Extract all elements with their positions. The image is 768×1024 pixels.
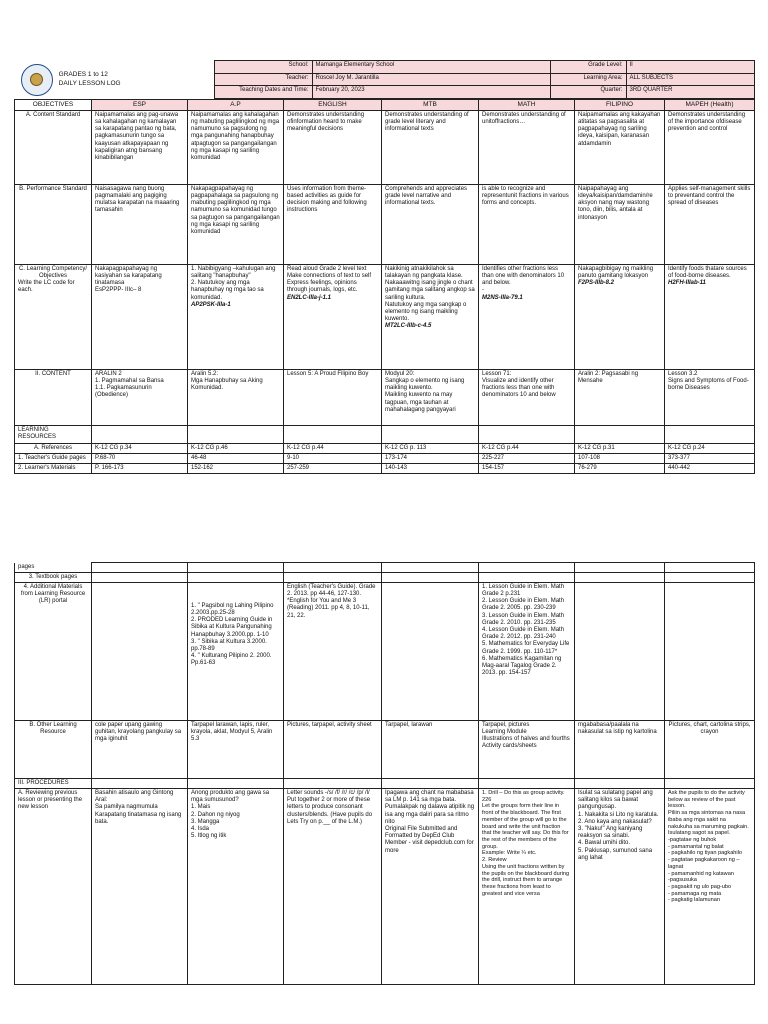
cell bbox=[92, 264, 188, 369]
other-resources-row bbox=[15, 720, 755, 778]
cell: is able to recognize and representunit fractions in various forms and concepts. bbox=[479, 184, 575, 264]
col-english: ENGLISH bbox=[284, 100, 382, 111]
learning-resources-row bbox=[15, 425, 755, 443]
cell: Tarpapel, larawan bbox=[382, 720, 479, 778]
teachers-guide-row bbox=[15, 453, 755, 463]
cell-text: Nakapagbibigay ng maikling panuto gamitang lokasyon bbox=[578, 265, 654, 279]
cell: cole paper upang gawing guhitan, krayolang pangkulay sa mga iginuhit bbox=[92, 720, 188, 778]
lc-code: MT2LC-IIIb-c-4.5 bbox=[385, 323, 432, 330]
cell bbox=[284, 264, 382, 369]
header-brand bbox=[14, 61, 214, 99]
performance-standard-row bbox=[15, 184, 755, 264]
cell: English (Teacher's Guide). Grade 2. 2013. pp 44-46, 127-130. *English for You and Me 3 (Reading) 2011. pp 4, 8, 10-11, 21, 22. bbox=[284, 582, 382, 720]
cell: 154-157 bbox=[479, 464, 575, 474]
cell: Demonstrates understanding of grade level literary and informational texts bbox=[382, 110, 479, 184]
learning-area-label: Learning Area: bbox=[550, 73, 626, 86]
row-label: LEARNING RESOURCES bbox=[15, 425, 92, 443]
cell bbox=[382, 582, 479, 720]
cell: 173-174 bbox=[382, 453, 479, 463]
header-table bbox=[14, 60, 755, 99]
cell: mgababasa/paalala na nakasulat sa istip ng kartolina bbox=[575, 720, 665, 778]
row-label: A. Reviewing previous lesson or presenting the new lesson bbox=[15, 789, 92, 985]
cell bbox=[92, 582, 188, 720]
procedures-row bbox=[15, 778, 755, 788]
row-label bbox=[15, 264, 92, 369]
cell-text: Identify foods thatare sources of food-borne diseases. bbox=[668, 265, 747, 279]
row-label: II. CONTENT bbox=[15, 369, 92, 425]
cell: 373-377 bbox=[665, 453, 755, 463]
textbook-row bbox=[15, 572, 755, 582]
cell: Demonstrates understanding of unitoffractions… bbox=[479, 110, 575, 184]
cell: Letter sounds -/s/ /f/ /r/ /c/ /p/ /l/ Put together 2 or more of these letters to produce consonant clusters/blends. (Have pupils do Lets Try on p.__ of the L.M.) bbox=[284, 789, 382, 985]
col-mapeh: MAPEH (Health) bbox=[665, 100, 755, 111]
cell: Lesson 5: A Proud Filipino Boy bbox=[284, 369, 382, 425]
dates-value: February 20, 2023 bbox=[312, 86, 550, 99]
cell: Demonstrates understanding ofinformation heard to make meaningful decisions bbox=[284, 110, 382, 184]
column-header-row bbox=[15, 100, 755, 111]
cell: Anong produkto ang gawa sa mga sumusunod? 1. Mais 2. Dahon ng niyog 3. Mangga 4. Isda 5. Itlog ng itik bbox=[188, 789, 284, 985]
lesson-log-table-1 bbox=[14, 99, 755, 474]
row-label: B. Performance Standard bbox=[15, 184, 92, 264]
cell: Naipamamalas ang kahalagahan ng mabuting paglilingkod ng mga namumuno sa pagsulong ng mga pangunahing hanapbuhay atpagtugon sa pangangailangan ng mga kasapi ng sariling komunidad bbox=[188, 110, 284, 184]
lc-code: EN2LC-IIIa-j-1.1 bbox=[287, 294, 332, 301]
col-mtb: MTB bbox=[382, 100, 479, 111]
cell: P.68-70 bbox=[92, 453, 188, 463]
dates-label: Teaching Dates and Time: bbox=[214, 86, 312, 99]
cell: Pictures, chart, cartolina strips, crayon bbox=[665, 720, 755, 778]
cell: K-12 CG p.44 bbox=[479, 443, 575, 453]
learning-area-value: ALL SUBJECTS bbox=[626, 73, 754, 86]
cell bbox=[382, 264, 479, 369]
cell: Naisasagawa nang buong pagmamalaki ang pagiging mulatsa karapatan na maaaring tamasahin bbox=[92, 184, 188, 264]
school-value: Mamanga Elementary School bbox=[312, 61, 550, 74]
lesson-log-table-2 bbox=[14, 562, 755, 985]
cell: Lesson 71: Visualize and identify other fractions less than one with denominators 10 and below bbox=[479, 369, 575, 425]
content-standard-row bbox=[15, 110, 755, 184]
cell: K-12 CG p.44 bbox=[284, 443, 382, 453]
row-label: pages bbox=[15, 563, 92, 573]
cell: K-12 CG p.24 bbox=[665, 443, 755, 453]
cell: Aralin 5.2: Mga Hanapbuhay sa Aking Komunidad. bbox=[188, 369, 284, 425]
lc-code: AP2PSK-IIIa-1 bbox=[191, 301, 231, 308]
cell-text: Nakikinig atnakikilahok sa talakayan ng pangkata klase. Nakaaawitng isang jingle o chant gamitang mga salitang angkop sa sariling kultura. Natutukoy ang mga sangkap o elemento ng isang maikling kuwento. bbox=[385, 265, 475, 323]
cell-text: Identifies other fractions less than one with denominators 10 and below. - bbox=[482, 265, 565, 294]
cell: Lesson 3.2 Signs and Symptoms of Food-borne Diseases bbox=[665, 369, 755, 425]
row-label: 4. Additional Materials from Learning Resource (LR) portal bbox=[15, 582, 92, 720]
cell: 1. " Pagsibol ng Lahing Pilipino 2.2003.pp.25-28 2. PRODED Learning Guide in Sibika at Kultura Pangunahing Hanapbuhay 3.2000.pp. 1-10 3. " Sibika at Kultura 3.2000. pp.78-89 4. " Kulturang Pilipino 2. 2000. Pp.61-63 bbox=[188, 582, 284, 720]
cell: Tarpapel larawan, lapis, ruler, krayola, aklat, Modyul 5, Aralin 5.3 bbox=[188, 720, 284, 778]
cell: 46-48 bbox=[188, 453, 284, 463]
cell: K-12 CG p.46 bbox=[188, 443, 284, 453]
content-row bbox=[15, 369, 755, 425]
competency-row bbox=[15, 264, 755, 369]
dll-page-1 bbox=[14, 60, 754, 474]
cell: ARALIN 2 1. Pagmamahal sa Bansa 1.1. Pagkamasunurin (Obedience) bbox=[92, 369, 188, 425]
row-label: 3. Textbook pages bbox=[15, 572, 92, 582]
school-label: School: bbox=[214, 61, 312, 74]
cell: 9-10 bbox=[284, 453, 382, 463]
cell: Nakapagpapahayag ng pagpapahalaga sa pagsulong ng mabuting paglilingkod ng mga namumuno sa komunidad tungo sa pagtugon sa pangangailangan ng mga kasapi ng sariling komunidad bbox=[188, 184, 284, 264]
cell: Ipagawa ang chant na mababasa sa LM p. 141 sa mga bata. Pumalakpak ng dalawa atipitik ng isa ang mga daliri para sa ritmo nito Original File Submitted and Formatted by DepEd Club Member - visit depedclub.com for more bbox=[382, 789, 479, 985]
cell: 440-442 bbox=[665, 464, 755, 474]
cell bbox=[575, 264, 665, 369]
cell: Naipapahayag ang ideya/kaisipan/damdamin/re aksyon nang may wastong tono, diin, bilis, antala at intonasyon bbox=[575, 184, 665, 264]
col-math: MATH bbox=[479, 100, 575, 111]
cell: 76-279 bbox=[575, 464, 665, 474]
lc-code: M2NS-IIIa-79.1 bbox=[482, 294, 523, 301]
row-label: 2. Learner's Materials bbox=[15, 464, 92, 474]
cell: 257-259 bbox=[284, 464, 382, 474]
grades-label: GRADES 1 to 12 bbox=[58, 71, 108, 79]
cell: Uses information from theme-based activities as guide for decision making and following instructions bbox=[284, 184, 382, 264]
grade-level-label: Grade Level: bbox=[550, 61, 626, 74]
competency-label: C. Learning Competency/ Objectives bbox=[18, 265, 88, 279]
cell: P. 166-173 bbox=[92, 464, 188, 474]
cell bbox=[665, 582, 755, 720]
pages-row bbox=[15, 563, 755, 573]
cell bbox=[665, 264, 755, 369]
cell: Pictures, tarpapel, activity sheet bbox=[284, 720, 382, 778]
row-label: 1. Teacher's Guide pages bbox=[15, 453, 92, 463]
cell: K-12 CG p.34 bbox=[92, 443, 188, 453]
teacher-value: Roscel Joy M. Jarantilla bbox=[312, 73, 550, 86]
grade-level-value: II bbox=[626, 61, 754, 74]
cell: Demonstrates understanding of the importance ofdisease prevention and control bbox=[665, 110, 755, 184]
col-filipino: FILIPINO bbox=[575, 100, 665, 111]
cell: Basahin atisaulo ang Gintong Aral: Sa pamilya nagmumula Karapatang tinatamasa ng isang bata. bbox=[92, 789, 188, 985]
cell bbox=[575, 582, 665, 720]
learners-materials-row bbox=[15, 464, 755, 474]
cell bbox=[479, 264, 575, 369]
reviewing-row bbox=[15, 789, 755, 985]
row-label: III. PROCEDURES bbox=[15, 778, 92, 788]
lc-code: H2FH-IIIab-11 bbox=[668, 280, 706, 287]
cell bbox=[188, 264, 284, 369]
cell: Comprehends and appreciates grade level narrative and informational texts. bbox=[382, 184, 479, 264]
dll-page-2 bbox=[14, 562, 754, 985]
cell-text: 1. Nabibigyang –kahulugan ang salitang "hanapbuhay" 2. Natutukoy ang mga hanapbuhay ng mga tao sa komunidad. bbox=[191, 265, 276, 301]
cell: Naipamamalas ang kakayahan atitatas sa pagsasalita at pagpapahayag ng sariling ideya, kaisipan, karanasan atdamdamin bbox=[575, 110, 665, 184]
deped-seal-icon bbox=[21, 64, 53, 96]
additional-materials-row bbox=[15, 582, 755, 720]
cell: K-12 CG p. 113 bbox=[382, 443, 479, 453]
cell: 1. Lesson Guide in Elem. Math Grade 2 p.231 2. Lesson Guide in Elem. Math Grade 2. 2005. pp. 230-239 3. Lesson Guide in Elem. Math Grade 2. 2010. pp. 231-235 4. Lesson Guide in Elem. Math Grade 2. 2012. pp. 231-240 5. Mathematics for Everyday Life Grade 2. 1999. pp. 110-117* 6. Mathematics Kagamitan ng Mag-aaral Tagalog Grade 2. 2013. pp. 154-157 bbox=[479, 582, 575, 720]
cell: Tarpapel, pictures Learning Module Illustrations of halves and fourths Activity cards/sheets bbox=[479, 720, 575, 778]
col-esp: ESP bbox=[92, 100, 188, 111]
competency-sublabel: Write the LC code for each. bbox=[18, 280, 75, 294]
cell: 107-108 bbox=[575, 453, 665, 463]
col-ap: A.P bbox=[188, 100, 284, 111]
cell: 152-162 bbox=[188, 464, 284, 474]
row-label: A. References bbox=[15, 443, 92, 453]
cell: Naipamamalas ang pag-unawa sa kahalagahan ng kamalayan sa karapatang pantao ng bata, pagkamasunurin tungo sa kaayusan atkapayapaan ng kapaligiran atng bansang kinabibilangan bbox=[92, 110, 188, 184]
references-row bbox=[15, 443, 755, 453]
quarter-value: 3RD QUARTER bbox=[626, 86, 754, 99]
cell-text: Nakapagpapahayag ng kasiyahan sa karapatang tinatamasa EsP2PPP- IIIc– 8 bbox=[95, 265, 162, 294]
objectives-header: OBJECTIVES bbox=[15, 100, 92, 111]
quarter-label: Quarter: bbox=[550, 86, 626, 99]
cell: Aralin 2: Pagsasabi ng Mensahe bbox=[575, 369, 665, 425]
cell: Ask the pupils to do the activity below as review of the past lesson. Piliin sa mga sintomas na nasa ibaba ang mga sakit na nakukuha sa maruming pagkain. Isulatang sagot sa papel. -pagtatae ng buhok - pamamantal ng balat - pagkahilo ng tiyan pagkahilo - pagtatae pagkakaroon ng – lagnat - pamamanhid ng katawan -pagsusuka - pagsakit ng ulo pag-ubo - pamamaga ng mata - pagkatig lalamunan bbox=[665, 789, 755, 985]
log-title: DAILY LESSON LOG bbox=[58, 79, 121, 87]
cell: Isulat sa sulatang papel ang salitang kilos sa bawat pangungusap. 1. Nakakita si Lito ng karatula. 2. Ano kaya ang nakasulat? 3. "Naku!" Ang kaniyang reaksyon sa sinabi. 4. Bawal umihi dito. 5. Pakiusap, sumunod sana ang lahat bbox=[575, 789, 665, 985]
cell: Modyul 20: Sangkap o elemento ng isang maikling kuwento. Maikling kuwento na may tagpuan, mga tauhan at mahahalagang pangyayari bbox=[382, 369, 479, 425]
cell: 1. Drill – Do this as group activity. 226 Let the groups form their line in front of the blackboard. The first member of the group will go to the board and write the unit fraction that the teacher will say. Do this for the rest of the members of the group. Example: Write ¼ etc. 2. Review Using the unit fractions written by the pupils on the blackboard during the drill, instruct them to arrange these fractions from least to greatest and vice versa bbox=[479, 789, 575, 985]
cell: 225-227 bbox=[479, 453, 575, 463]
row-label: A. Content Standard bbox=[15, 110, 92, 184]
cell-text: Read aloud Grade 2 level text Make connections of text to self Express feelings, opinions through journals, logs, etc. bbox=[287, 265, 372, 294]
teacher-label: Teacher: bbox=[214, 73, 312, 86]
row-label: B. Other Learning Resource bbox=[15, 720, 92, 778]
lc-code: F2PS-IIIb-8.2 bbox=[578, 280, 615, 287]
cell: Applies self-management skills to preventand control the spread of diseases bbox=[665, 184, 755, 264]
cell: 140-143 bbox=[382, 464, 479, 474]
cell: K-12 CG p.31 bbox=[575, 443, 665, 453]
